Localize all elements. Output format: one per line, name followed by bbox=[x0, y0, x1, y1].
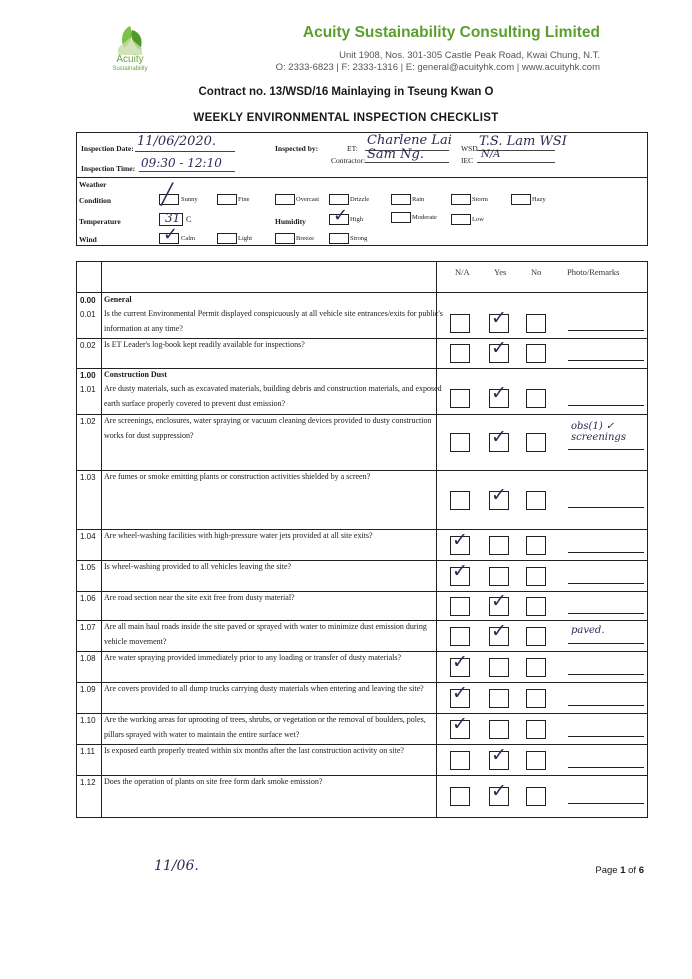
weather-label: Weather bbox=[79, 180, 107, 189]
iec-label: IEC bbox=[461, 156, 474, 165]
check-tick-icon: ✓ bbox=[452, 529, 468, 551]
humidity-high-label: High bbox=[350, 216, 363, 223]
remark-line bbox=[568, 705, 644, 706]
section-number: 0.00 bbox=[80, 296, 96, 305]
remark-text: paved. bbox=[571, 625, 605, 636]
item-question: Are wheel-washing facilities with high-pressure water jets provided at all site exits? bbox=[104, 531, 373, 540]
logo-subtext: Sustainability bbox=[112, 66, 148, 72]
remark-line bbox=[568, 613, 644, 614]
item-question: Is ET Leader's log-book kept readily available for inspections? bbox=[104, 340, 305, 349]
checkbox-no[interactable] bbox=[526, 567, 546, 586]
section-number: 1.00 bbox=[80, 371, 96, 380]
remark-line bbox=[568, 449, 644, 450]
item-question: Is the current Environmental Permit displayed conspicuously at all vehicle site entrances/exits for public's information at any time? bbox=[104, 309, 443, 333]
page-current: 1 bbox=[620, 865, 626, 876]
page-total: 6 bbox=[638, 865, 644, 876]
checkbox-na[interactable] bbox=[450, 433, 470, 452]
col-header-no: No bbox=[531, 267, 542, 277]
humidity-label: Humidity bbox=[275, 217, 306, 226]
item-question: Are dusty materials, such as excavated materials, building debris and construction materials, and exposed earth surface properly covered to prevent dust emission? bbox=[104, 384, 442, 408]
item-number: 0.01 bbox=[80, 310, 96, 319]
wind-calm-tick-icon: ✓ bbox=[163, 224, 179, 245]
checkbox-yes[interactable] bbox=[489, 720, 509, 739]
wind-light-checkbox[interactable] bbox=[217, 233, 237, 244]
checkbox-na[interactable] bbox=[450, 597, 470, 616]
checkbox-no[interactable] bbox=[526, 689, 546, 708]
check-tick-icon: ✓ bbox=[491, 382, 507, 404]
item-question: Is wheel-washing provided to all vehicles leaving the site? bbox=[104, 562, 292, 571]
et-value: Charlene Lai bbox=[367, 133, 452, 148]
checkbox-na[interactable] bbox=[450, 344, 470, 363]
col-header-na: N/A bbox=[455, 267, 470, 277]
check-tick-icon: ✓ bbox=[491, 426, 507, 448]
condition-storm-label: Storm bbox=[472, 196, 488, 203]
checkbox-na[interactable] bbox=[450, 491, 470, 510]
wind-breeze-checkbox[interactable] bbox=[275, 233, 295, 244]
check-tick-icon: ✓ bbox=[491, 337, 507, 359]
remark-line bbox=[568, 330, 644, 331]
wind-strong-label: Strong bbox=[350, 235, 368, 242]
item-question: Are water spraying provided immediately prior to any loading or transfer of dusty materials? bbox=[104, 653, 402, 662]
wsd-label: WSD bbox=[461, 144, 478, 153]
inspected-by-label: Inspected by: bbox=[275, 144, 319, 153]
humidity-moderate-label: Moderate bbox=[412, 214, 437, 221]
checkbox-na[interactable] bbox=[450, 787, 470, 806]
checkbox-yes[interactable] bbox=[489, 658, 509, 677]
checkbox-na[interactable] bbox=[450, 389, 470, 408]
remark-line bbox=[568, 643, 644, 644]
humidity-low-label: Low bbox=[472, 216, 484, 223]
condition-storm-checkbox[interactable] bbox=[451, 194, 471, 205]
condition-label: Condition bbox=[79, 196, 112, 205]
inspection-date-value: 11/06/2020. bbox=[137, 134, 217, 149]
checkbox-no[interactable] bbox=[526, 720, 546, 739]
checkbox-yes[interactable] bbox=[489, 689, 509, 708]
wind-strong-checkbox[interactable] bbox=[329, 233, 349, 244]
item-number: 1.07 bbox=[80, 623, 96, 632]
inspection-date-label: Inspection Date: bbox=[81, 144, 134, 153]
item-number: 1.12 bbox=[80, 778, 96, 787]
item-question: Is exposed earth properly treated within six months after the last construction activity on site? bbox=[104, 746, 404, 755]
item-number: 1.03 bbox=[80, 473, 96, 482]
checklist-table bbox=[76, 261, 648, 818]
remark-line bbox=[568, 360, 644, 361]
checkbox-no[interactable] bbox=[526, 433, 546, 452]
contractor-label: Contractor: bbox=[331, 156, 366, 165]
check-tick-icon: ✓ bbox=[452, 651, 468, 673]
col-header-remarks: Photo/Remarks bbox=[567, 267, 620, 277]
remark-line bbox=[568, 583, 644, 584]
check-tick-icon: ✓ bbox=[491, 590, 507, 612]
remark-line bbox=[568, 736, 644, 737]
temperature-value: 31 bbox=[165, 211, 181, 225]
temperature-unit: C bbox=[186, 215, 192, 224]
page-prefix: Page bbox=[595, 865, 618, 876]
condition-fine-label: Fine bbox=[238, 196, 250, 203]
remark-line bbox=[568, 803, 644, 804]
page-of: of bbox=[628, 865, 637, 876]
section-title: General bbox=[104, 295, 132, 304]
item-question: Are covers provided to all dump trucks carrying dusty materials when entering and leaving the site? bbox=[104, 684, 424, 693]
item-number: 0.02 bbox=[80, 341, 96, 350]
leaf-house-icon bbox=[100, 22, 160, 56]
item-number: 1.04 bbox=[80, 532, 96, 541]
company-address: Unit 1908, Nos. 301-305 Castle Peak Road, Kwai Chung, N.T. bbox=[339, 50, 600, 61]
remark-line bbox=[568, 552, 644, 553]
wind-calm-label: Calm bbox=[181, 235, 196, 242]
item-number: 1.08 bbox=[80, 654, 96, 663]
contractor-value: Sam Ng. bbox=[367, 147, 424, 162]
item-number: 1.09 bbox=[80, 685, 96, 694]
remark-text: obs(1) ✓ screenings bbox=[571, 421, 626, 443]
humidity-high-tick-icon: ✓ bbox=[333, 205, 349, 226]
humidity-low-checkbox[interactable] bbox=[451, 214, 471, 225]
item-number: 1.02 bbox=[80, 417, 96, 426]
company-contacts: O: 2333-6823 | F: 2333-1316 | E: general@acuityhk.com | www.acuityhk.com bbox=[275, 62, 600, 73]
checkbox-na[interactable] bbox=[450, 314, 470, 333]
checkbox-no[interactable] bbox=[526, 658, 546, 677]
checkbox-no[interactable] bbox=[526, 627, 546, 646]
logo-text: Acuity bbox=[116, 54, 144, 65]
wind-breeze-label: Breeze bbox=[296, 235, 315, 242]
company-name: Acuity Sustainability Consulting Limited bbox=[302, 24, 600, 41]
check-tick-icon: ✓ bbox=[491, 780, 507, 802]
check-tick-icon: ✓ bbox=[491, 484, 507, 506]
item-question: Are road section near the site exit free from dusty material? bbox=[104, 593, 295, 602]
item-number: 1.11 bbox=[80, 747, 95, 756]
condition-rain-checkbox[interactable] bbox=[391, 194, 411, 205]
checkbox-no[interactable] bbox=[526, 751, 546, 770]
condition-drizzle-checkbox[interactable] bbox=[329, 194, 349, 205]
remark-line bbox=[568, 767, 644, 768]
iec-value: N/A bbox=[481, 149, 501, 160]
checkbox-no[interactable] bbox=[526, 389, 546, 408]
section-title: Construction Dust bbox=[104, 370, 167, 379]
condition-overcast-label: Overcast bbox=[296, 196, 320, 203]
checklist-title: WEEKLY ENVIRONMENTAL INSPECTION CHECKLIST bbox=[193, 112, 499, 124]
item-number: 1.05 bbox=[80, 563, 96, 572]
item-number: 1.10 bbox=[80, 716, 96, 725]
condition-hazy-label: Hazy bbox=[532, 196, 546, 203]
checkbox-yes[interactable] bbox=[489, 536, 509, 555]
check-tick-icon: ✓ bbox=[452, 713, 468, 735]
page-number bbox=[595, 865, 644, 876]
remark-line bbox=[568, 674, 644, 675]
inspection-time-value: 09:30 - 12:10 bbox=[141, 156, 222, 170]
handwritten-date: 11/06. bbox=[154, 858, 199, 874]
wsd-value: T.S. Lam WSI bbox=[479, 134, 567, 149]
item-question: Are fumes or smoke emitting plants or construction activities shielded by a screen? bbox=[104, 472, 371, 481]
item-number: 1.06 bbox=[80, 594, 96, 603]
item-question: Does the operation of plants on site free form dark smoke emission? bbox=[104, 777, 323, 786]
check-tick-icon: ✓ bbox=[491, 744, 507, 766]
condition-rain-label: Rain bbox=[412, 196, 425, 203]
condition-drizzle-label: Drizzle bbox=[350, 196, 370, 203]
remark-line bbox=[568, 507, 644, 508]
company-address-block bbox=[276, 50, 600, 74]
temperature-label: Temperature bbox=[79, 217, 121, 226]
item-question: Are all main haul roads inside the site paved or sprayed with water to minimize dust emission during vehicle movement? bbox=[104, 622, 427, 646]
checkbox-na[interactable] bbox=[450, 751, 470, 770]
check-tick-icon: ✓ bbox=[491, 620, 507, 642]
checkbox-no[interactable] bbox=[526, 787, 546, 806]
checkbox-no[interactable] bbox=[526, 344, 546, 363]
check-tick-icon: ✓ bbox=[491, 307, 507, 329]
condition-hazy-checkbox[interactable] bbox=[511, 194, 531, 205]
check-tick-icon: ✓ bbox=[452, 560, 468, 582]
check-tick-icon: ✓ bbox=[452, 682, 468, 704]
checkbox-no[interactable] bbox=[526, 597, 546, 616]
humidity-moderate-checkbox[interactable] bbox=[391, 212, 411, 223]
item-question: Are screenings, enclosures, water spraying or vacuum cleaning devices provided to dusty construction works for dust suppression? bbox=[104, 416, 432, 440]
condition-sunny-label: Sunny bbox=[181, 196, 198, 203]
checkbox-yes[interactable] bbox=[489, 567, 509, 586]
inspection-time-label: Inspection Time: bbox=[81, 164, 136, 173]
checkbox-no[interactable] bbox=[526, 491, 546, 510]
remark-line bbox=[568, 405, 644, 406]
col-header-yes: Yes bbox=[494, 267, 507, 277]
checkbox-no[interactable] bbox=[526, 536, 546, 555]
condition-overcast-checkbox[interactable] bbox=[275, 194, 295, 205]
contract-title: Contract no. 13/WSD/16 Mainlaying in Tseung Kwan O bbox=[198, 86, 494, 98]
checkbox-na[interactable] bbox=[450, 627, 470, 646]
wind-light-label: Light bbox=[238, 235, 253, 242]
checkbox-no[interactable] bbox=[526, 314, 546, 333]
et-label: ET: bbox=[347, 144, 358, 153]
wind-label: Wind bbox=[79, 235, 97, 244]
inspection-info bbox=[76, 132, 648, 246]
condition-sunny-tick-icon: ╱ bbox=[161, 182, 174, 206]
item-number: 1.01 bbox=[80, 385, 96, 394]
condition-fine-checkbox[interactable] bbox=[217, 194, 237, 205]
company-logo bbox=[100, 22, 160, 82]
item-question: Are the working areas for uprooting of trees, shrubs, or vegetation or the removal of boulders, poles, pillars sprayed with water to maintain the entire surface wet? bbox=[104, 715, 426, 739]
